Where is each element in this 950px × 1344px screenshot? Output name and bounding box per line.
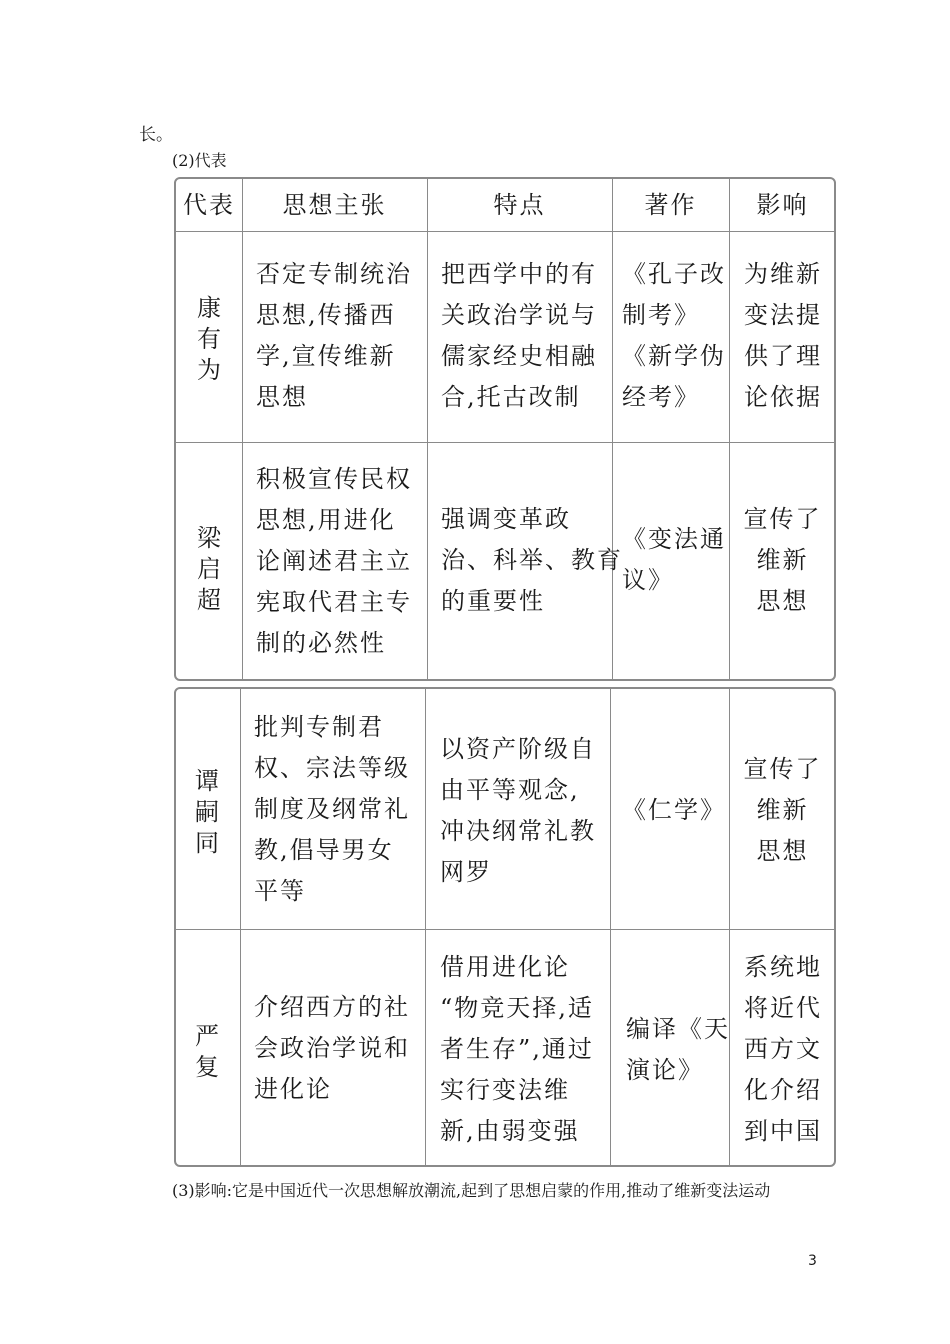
- page-number: 3: [808, 1253, 817, 1269]
- row-work-liang-qichao: 《变法通 议》: [622, 525, 726, 594]
- header-idea: 思想主张: [282, 191, 387, 219]
- section-heading: (2)代表: [172, 151, 227, 170]
- header-feature: 特点: [493, 191, 546, 219]
- row-name-tan-sitong: 谭 嗣 同: [195, 767, 219, 857]
- row-impact-tan-sitong: 宣传了 维新 思想: [743, 755, 822, 865]
- row-impact-kang-youwei: 为维新 变法提 供了理 论依据: [744, 260, 822, 411]
- row-idea-kang-youwei: 否定专制统治 思想,传播西 学,宣传维新 思想: [256, 260, 412, 411]
- row-idea-liang-qichao: 积极宣传民权 思想,用进化 论阐述君主立 宪取代君主专 制的必然性: [256, 465, 412, 657]
- row-idea-yan-fu: 介绍西方的社 会政治学说和 进化论: [254, 993, 410, 1103]
- representatives-table-part-1: [174, 177, 836, 681]
- header-work: 著作: [644, 191, 697, 219]
- row-name-yan-fu: 严 复: [195, 1022, 219, 1081]
- row-work-kang-youwei: 《孔子改 制考》 《新学伪 经考》: [622, 260, 726, 411]
- row-feature-liang-qichao: 强调变革政 治、科举、教育 的重要性: [441, 505, 623, 615]
- row-idea-tan-sitong: 批判专制君 权、宗法等级 制度及纲常礼 教,倡导男女 平等: [254, 713, 410, 905]
- row-feature-tan-sitong: 以资产阶级自 由平等观念, 冲决纲常礼教 网罗: [440, 735, 596, 886]
- row-name-kang-youwei: 康 有 为: [197, 294, 221, 384]
- header-impact: 影响: [756, 191, 809, 219]
- row-feature-kang-youwei: 把西学中的有 关政治学说与 儒家经史相融 合,托古改制: [441, 260, 597, 411]
- intro-fragment: 长。: [139, 125, 173, 145]
- impact-note: (3)影响:它是中国近代一次思想解放潮流,起到了思想启蒙的作用,推动了维新变法运动: [172, 1181, 771, 1200]
- representatives-table-part-2: [174, 687, 836, 1167]
- row-work-tan-sitong: 《仁学》: [622, 796, 726, 824]
- row-name-liang-qichao: 梁 启 超: [197, 524, 221, 614]
- row-impact-yan-fu: 系统地 将近代 西方文 化介绍 到中国: [744, 953, 822, 1145]
- row-work-yan-fu: 编译《天 演论》: [626, 1015, 730, 1084]
- row-feature-yan-fu: 借用进化论 “物竞天择,适 者生存”,通过 实行变法维 新,由弱变强: [440, 953, 594, 1145]
- header-representative: 代表: [183, 191, 235, 219]
- row-impact-liang-qichao: 宣传了 维新 思想: [743, 505, 822, 615]
